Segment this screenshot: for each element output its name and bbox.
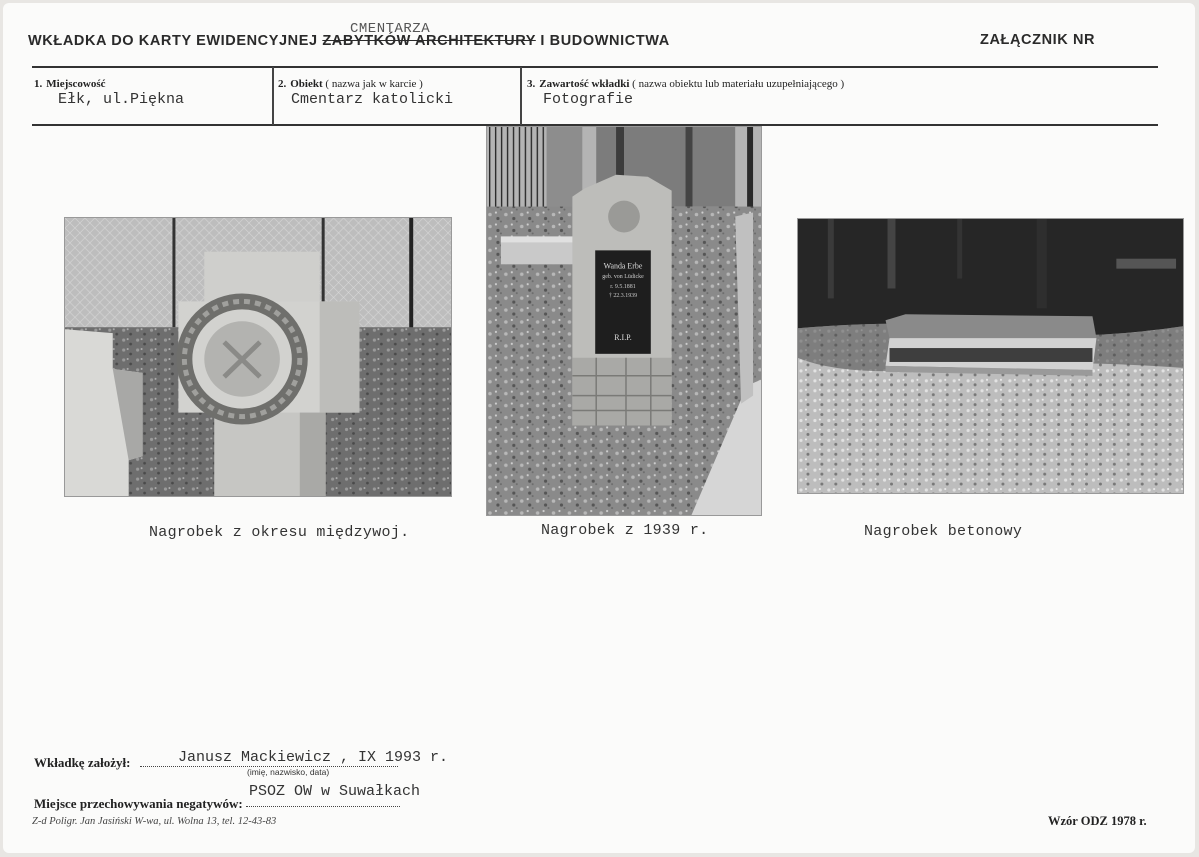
annex-label: ZAŁĄCZNIK NR [980, 32, 1096, 48]
plaque-line-5: R.I.P. [614, 332, 632, 342]
storage-dotted-line [246, 806, 400, 807]
field-label-locality: 1. Miejscowość [34, 78, 106, 90]
author-value: Janusz Mackiewicz , IX 1993 r. [178, 749, 449, 766]
template-label: Wzór ODZ 1978 r. [1048, 814, 1147, 828]
top-rule [32, 66, 1158, 68]
plaque-line-2: geb. von Lüdicke [602, 274, 644, 281]
field-divider-1 [272, 67, 274, 125]
photo-concrete-tomb [797, 218, 1184, 494]
photo-gravestone-plaque [486, 126, 762, 516]
typed-overwrite: CMENTARZA [350, 21, 431, 37]
plaque-line-4: † 22.3.1939 [608, 293, 638, 300]
storage-value: PSOZ OW w Suwałkach [249, 783, 421, 800]
caption-photo-2: Nagrobek z 1939 r. [541, 522, 709, 539]
field-value-object: Cmentarz katolicki [291, 91, 454, 108]
plaque-line-1: Wanda Erbe [603, 261, 643, 271]
author-label: Wkładkę założył: [34, 755, 131, 770]
author-hint: (imię, nazwisko, data) [247, 767, 330, 777]
field-label-content: 3. Zawartość wkładki ( nazwa obiektu lub materiału uzupełniającego ) [527, 78, 845, 90]
plaque-line-3: r. 9.5.1881 [610, 284, 636, 291]
document-title: WKŁADKA DO KARTY EWIDENCYJNEJ ZABYTKÓW ARCHITEKTURY I BUDOWNICTWA [28, 33, 670, 49]
field-divider-2 [520, 67, 522, 125]
struck-title-text: ZABYTKÓW ARCHITEKTURY [322, 33, 536, 49]
field-value-locality: Ełk, ul.Piękna [58, 91, 185, 108]
caption-photo-1: Nagrobek z okresu międzywoj. [149, 524, 410, 541]
printer-imprint: Z-d Poligr. Jan Jasiński W-wa, ul. Wolna 13, tel. 12-43-83 [32, 816, 277, 827]
caption-photo-3: Nagrobek betonowy [864, 523, 1023, 540]
photo-stone-cross [64, 217, 452, 497]
storage-label: Miejsce przechowywania negatywów: [34, 796, 243, 811]
field-value-content: Fotografie [543, 91, 634, 108]
field-label-object: 2. Obiekt ( nazwa jak w karcie ) [278, 78, 423, 90]
